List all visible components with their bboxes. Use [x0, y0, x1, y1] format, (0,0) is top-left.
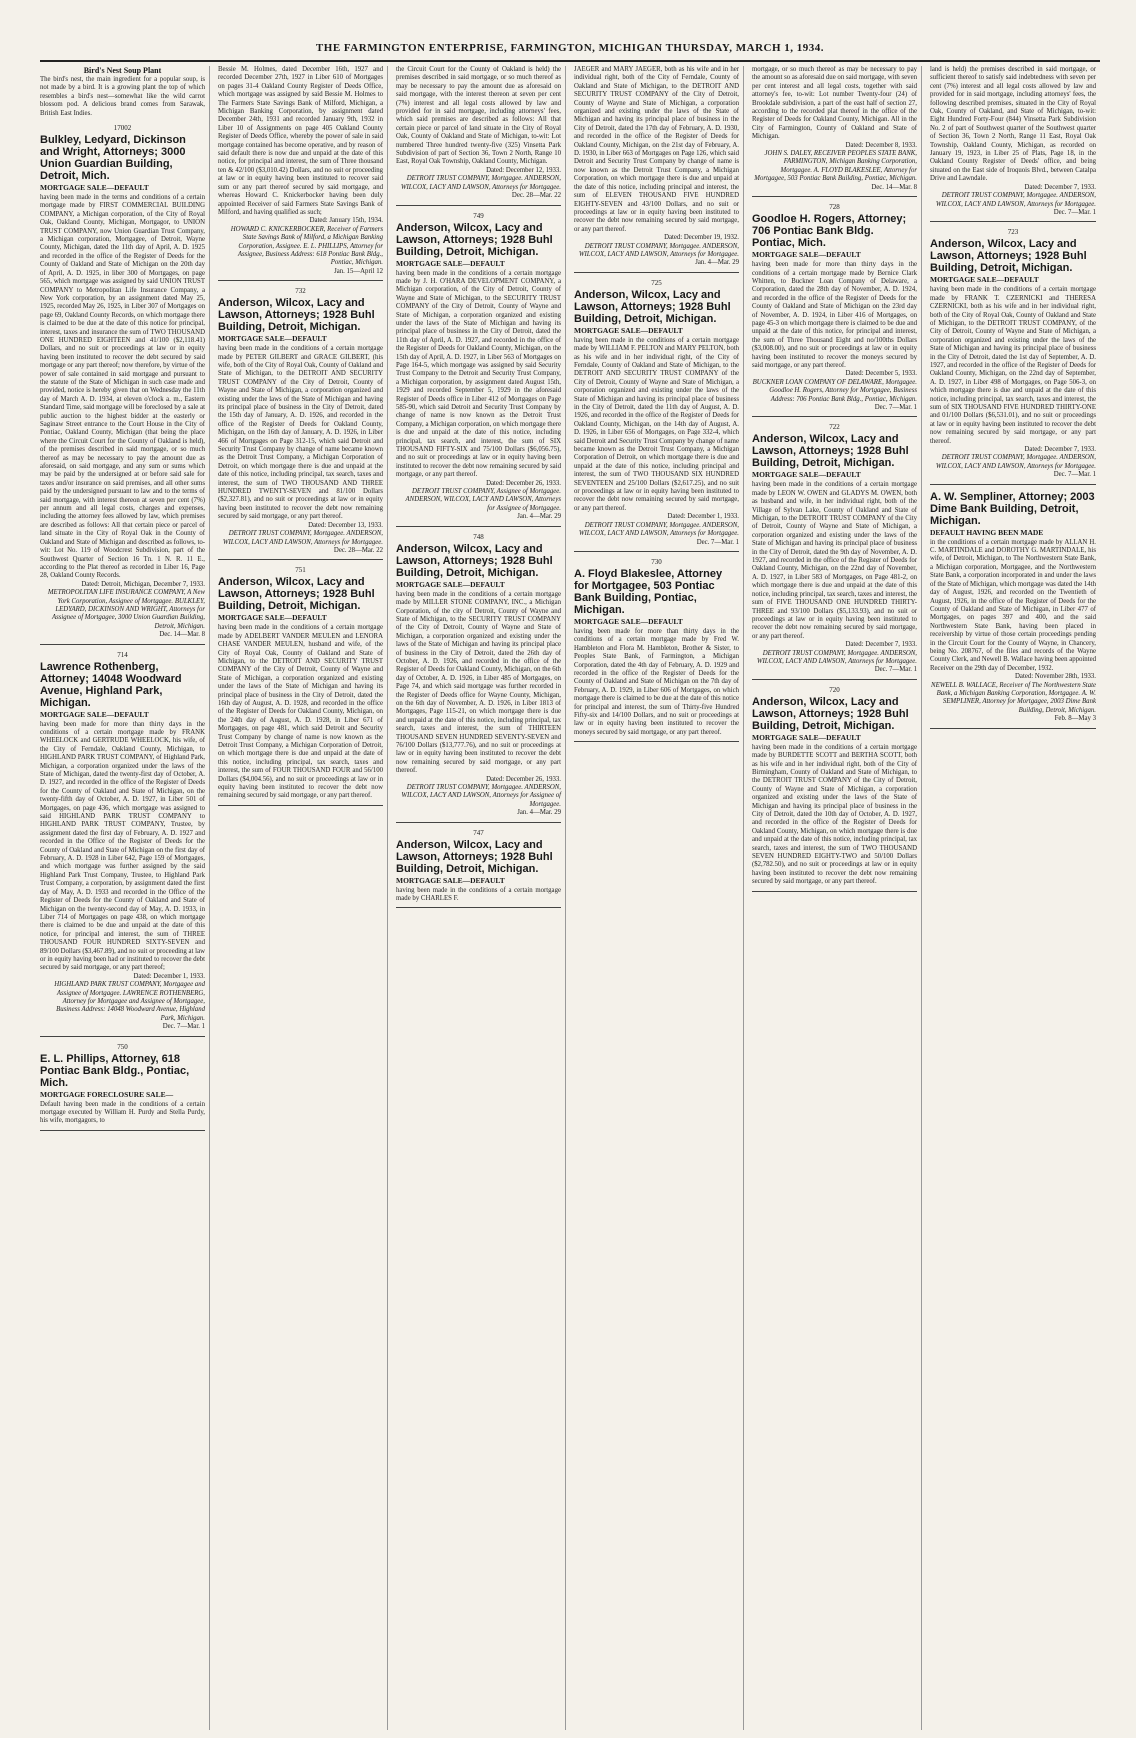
notice-heading: Anderson, Wilcox, Lacy and Lawson, Attorneys; 1928 Buhl Building, Detroit, Michigan.: [218, 297, 375, 334]
notice-body: land is held) the premises described in said mortgage, or sufficient thereof to satisfy said indebtedness with seven per cent (7%) interest and all legal costs allowed by law and provided for in said mortgage, including attorneys' fees, the following described premises, situated in the City of Royal Oak, County of Oakland, and State of Michigan, to-wit: Eight Hundred Forty-Four (844) Vinsetta Park Subdivision No. 2 of part of Southwest quarter of the Southwest quarter of Section 36, Town 2 North, Range 11 East, Royal Oak Township, Oakland County, Michigan, as recorded on January 19, 1923, in Liber 25 of Plats, Page 18, in the Oakland County Register of Deeds' office, and being situated on the East side of Iroquois Blvd., between Catalpa Drive and Lawndale.: [930, 66, 1096, 183]
notice-body: having been made in the conditions of a certain mortgage made by PETER GILBERT and GRACE GILBERT, (his wife, both of the City of Royal Oak, County of Oakland and State of Michigan, to the DETROIT AND SECURITY TRUST COMPANY of the City of Detroit, County of Wayne and State of Michigan, a corporation organized and existing under the laws of the State of Michigan and having its principal place of business in the City of Detroit, dated the 15th day of January, A. D. 1926, and recorded in the office of the Register of Deeds for Oakland County, Michigan, on the 16th day of January, A. D. 1926, in Liber 466 of Mortgages on Page 312-15, which said Detroit and Security Trust Company by change of name became known as the Detroit Trust Company, a Michigan Corporation of Detroit, on which mortgage there is due and unpaid at the date of this notice, including principal, tax search, taxes and interest, the sum of TWO THOUSAND AND THREE HUNDRED TWENTY-SEVEN and 81/100 Dollars ($2,327.81), and no suit or proceedings at law or in equity having been instituted to recover the debt now remaining secured by said mortgage, or any part thereof.: [218, 345, 383, 521]
legal-notice: [40, 124, 205, 645]
notice-divider: [396, 822, 561, 823]
notice-divider: [930, 728, 1096, 729]
notice-date: Dated: December 1, 1933.: [667, 513, 739, 521]
notice-heading: Anderson, Wilcox, Lacy and Lawson, Attorneys; 1928 Buhl Building, Detroit, Michigan.: [930, 238, 1087, 275]
notice-signature: DETROIT TRUST COMPANY, Assignee of Mortgagee. ANDERSON, WILCOX, LACY AND LAWSON, Attorneys for Assignee of Mortgagee.: [405, 488, 561, 512]
notice-body: the Circuit Court for the County of Oakland is held) the premises described in said mortgage, or so much thereof as may be necessary to pay the amount due as aforesaid on said mortgage, with the interest thereon at seven per cent (7%) interest and all legal costs allowed by law and provided for in said mortgage, including attorneys' fees, which said premises are described as follows: All that certain piece or parcel of land situate in the City of Royal Oak, County of Oakland and State of Michigan, to-wit: Lot numbered Three hundred twenty-five (325) Vinsetta Park Subdivision of part of Section 36, Town 2 North, Range 10 East, Royal Oak Township, Oakland County, Michigan.: [396, 66, 561, 166]
notice-signature: DETROIT TRUST COMPANY, Mortgagee. ANDERSON, WILCOX, LACY AND LAWSON, Attorneys for Mortgagee.: [578, 242, 739, 258]
legal-notice: [396, 533, 561, 823]
notice-number: 17002: [113, 124, 132, 133]
notice-heading: Bulkley, Ledyard, Dickinson and Wright, Attorneys; 3000 Union Guardian Building, Detroit, Mich.: [40, 134, 186, 183]
legal-notice: [930, 491, 1096, 729]
notice-signature: DETROIT TRUST COMPANY, Mortgagee. ANDERSON, WILCOX, LACY AND LAWSON, Attorneys for Mortgagee.: [400, 175, 561, 191]
legal-notice: [40, 1043, 205, 1131]
notice-body: having been made for more than thirty days in the conditions of a certain mortgage made by FRANK WHEELOCK and GERTRUDE WHEELOCK, his wife, of the City of Ferndale, Oakland County, Michigan, to HIGHLAND PARK TRUST COMPANY, of Highland Park, Michigan, a corporation organized under the laws of the State of Michigan, dated the twenty-first day of October, A. D. 1927, and recorded in the office of the Register of Deeds for the County of Oakland and State of Michigan, on the twenty-fifth day of October, A. D. 1927, in Liber 501 of Mortgages, on page 436, which mortgage was assigned to said HIGHLAND PARK TRUST COMPANY to HIGHLAND PARK TRUST COMPANY, Trustee, by assignment dated the first day of February, A. D. 1927 and recorded in the Office of the Register of Deeds for the County of Oakland and State of Michigan on the first day of February, A. D. 1928 in Liber 642, Page 159 of Mortgages, and which mortgage was further assigned by the said Highland Park Trust Company, Trustee, to Highland Park Trust Company, a corporation, by assignment dated the first day of May, A. D. 1933 and recorded in the Office of the Register of Deeds for the County of Oakland and State of Michigan on the twenty-second day of May, A. D. 1933, in Liber 714 of Mortgages on page 438, on which mortgage there is claimed to be due and unpaid at the date of this notice, for principal and interest, the sum of THREE THOUSAND FOUR HUNDRED SIXTY-SEVEN and 89/100 Dollars ($3,467.89), and no suit or proceeding at law or in equity having been had or instituted to recover the debt secured by said mortgage, or any part thereof;: [40, 720, 205, 972]
notice-heading: Anderson, Wilcox, Lacy and Lawson, Attorneys; 1928 Buhl Building, Detroit, Michigan.: [218, 576, 375, 613]
notice-subheading: MORTGAGE SALE—DEFAULT: [218, 334, 327, 344]
notice-divider: [574, 551, 739, 552]
legal-notice: [574, 279, 739, 552]
notice-run-dates: Dec. 28—Mar. 22: [333, 546, 383, 554]
notice-signature: JOHN S. DALEY, RECEIVER PEOPLES STATE BANK, FARMINGTON, Michigan Banking Corporation, Mortgagee. A. FLOYD BLAKESLEE, Attorney for Mortgagee, 503 Pontiac Bank Building, Pontiac, Michigan.: [754, 150, 917, 183]
notice-divider: [752, 679, 917, 680]
notice-divider: [218, 280, 383, 281]
notice-number: 723: [1007, 228, 1019, 237]
notice-body: having been made for more than thirty days in the conditions of a certain mortgage made by Fred W. Hambleton and Flora M. Hambleton, Brother & Sister, to Peoples State Bank, of Farmington, a Michigan Corporation, dated the 4th day of February, A. D. 1929 and recorded in the office of the Register of Deeds for the County of Oakland and State of Michigan on the 7th day of February, A. D. 1929, in Liber 606 of Mortgages, on which mortgage there is claimed to be due at the date of this notice for principal and interest, the sum of Thirty-five Hundred Fifty-six and 14/100 Dollars, and no suit or proceedings at law or in equity having been instituted to recover the moneys secured by said mortgage, or any part thereof.: [574, 627, 739, 736]
notice-subheading: MORTGAGE SALE—DEFAULT: [752, 732, 861, 742]
notice-date: Dated: Detroit, Michigan, December 7, 1933.: [81, 580, 205, 588]
notice-number: 730: [651, 557, 662, 566]
notice-divider: [752, 196, 917, 197]
notice-run-dates: Dec. 7—Mar. 1: [162, 1023, 205, 1031]
notice-signature: HIGHLAND PARK TRUST COMPANY, Mortgagee and Assignee of Mortgagee. LAWRENCE ROTHENBERG, Attorney for Mortgagee and Assignee of Mortgagee, Business Address: 14048 Woodward Avenue, Highland Park, Michigan.: [54, 981, 205, 1022]
notice-divider: [752, 891, 917, 892]
column-1: [40, 66, 210, 1730]
legal-notice: [574, 66, 739, 273]
notice-heading: A. Floyd Blakeslee, Attorney for Mortgagee, 503 Pontiac Bank Building, Pontiac, Michigan.: [574, 567, 723, 616]
notice-subheading: DEFAULT HAVING BEEN MADE: [930, 527, 1044, 537]
notice-body: having been made in the terms and conditions of a certain mortgage made by FIRST COMMERCIAL BUILDING COMPANY, a Michigan corporation, of the City of Royal Oak, Oakland County, Michigan, Mortgagor, to UNION TRUST COMPANY, now Union Guardian Trust Company, a Michigan corporation, Mortgagee, of Detroit, Wayne County, Michigan, dated the 11th day of April, A. D. 1925 and recorded in the office of the Register of Deeds for the County of Oakland and State of Michigan on the 20th day of April, A. D. 1925, in liber 300 of Mortgages, on page 565, which mortgage was assigned by said UNION TRUST COMPANY to Metropolitan Life Insurance Company, a New York corporation, by an assignment dated May 25, 1925, recorded May 26, 1925, in Liber 307 of Mortgages on page 69, Oakland County Records, on which mortgage there is claimed to be due at the date of this notice for principal, interest, taxes and insurance the sum of TWO THOUSAND ONE HUNDRED EIGHTEEN and 41/100 ($2,118.41) Dollars, and no suit or proceedings at law or in equity having been instituted to recover the debt secured by said mortgage or any part thereof; now therefore, by virtue of the power of sale contained in said mortgage and pursuant to the statute of the State of Michigan in such case made and provided, notice is hereby given that on Wednesday the 11th day of March A. D. 1934, at eleven o'clock a. m., Eastern Standard Time, said mortgage will be foreclosed by a sale at public auction to the highest bidder at the easterly or Saginaw Street entrance to the Court House in the City of Pontiac, Oakland County, Michigan (that being the place where the Circuit Court for the County of Oakland is held), of the premises described in said mortgage, or so much thereof as may be necessary to pay the amount due as aforesaid, on said mortgage, and any sum or sums which may be paid by the undersigned at or before said sale for taxes and/or insurance on said premises, and all other sums paid by the undersigned pursuant to law and to the terms of said mortgage, with interest thereon at seven per cent (7%) per annum and all legal costs, charges and expenses, including the attorney fees allowed by law, which premises are described as follows: All that certain piece or parcel of land situate in the City of Royal Oak in the County of Oakland and State of Michigan and described as follows, to-wit: Lot No. 119 of Woodcrest Subdivision, part of the Southwest Quarter of Section 16 Tn. 1 N. R. 11 E., according to the Plat thereof as recorded in Liber 16, Page 28, Oakland County Records.: [40, 194, 205, 580]
notice-subheading: MORTGAGE SALE—DEFAULT: [574, 325, 683, 335]
notice-subheading: MORTGAGE SALE—DEFAULT: [218, 613, 327, 623]
notice-date: Dated: December 7, 1933.: [1024, 183, 1096, 191]
notice-number: 720: [829, 685, 840, 694]
notice-body: having been made in the conditions of a certain mortgage made by FRANK T. CZERNICKI and THERESA CZERNICKI, both as his wife and in her individual right, both of the City of Royal Oak, County of Oakland and State of Michigan, to the DETROIT TRUST COMPANY, of the City of Detroit, County of Wayne and State of Michigan, a corporation organized and existing under the laws of the State of Michigan and having its principal place of business in the City of Detroit, dated the 1st day of September, A. D. 1927, and recorded in the office of the Register of Deeds for Oakland County, Michigan, on the 22nd day of September, A. D. 1927, in Liber 498 of Mortgages, on Page 506-3, on which mortgage there is due and unpaid at the date of this notice, including principal, tax search, taxes and interest, the sum of SIX THOUSAND FIVE HUNDRED THIRTY-ONE and 01/100 Dollars ($6,531.01), and no suit or proceedings at law or in equity having been instituted to recover the debt now remaining secured by said mortgage, or any part thereof.: [930, 286, 1096, 445]
notice-signature: METROPOLITAN LIFE INSURANCE COMPANY, A New York Corporation, Assignee of Mortgagee. BULKLEY, LEDYARD, DICKINSON AND WRIGHT, Attorneys for Assignee of Mortgagee, 3000 Union Guardian Building, Detroit, Michigan.: [47, 589, 205, 630]
notice-number: 747: [473, 828, 484, 837]
notice-body: having been made in the conditions of a certain mortgage made by WILLIAM F. PELTON and MARY PELTON, both as his wife and in her individual right, of the City of Ferndale, County of Oakland and State of Michigan, to the DETROIT AND SECURITY TRUST COMPANY of the City of Detroit, County of Wayne and State of Michigan, a corporation organized and existing under the laws of the State of Michigan and having its principal place of business in the City of Detroit, dated the 11th day of August, A. D. 1926, and recorded in the office of the Register of Deeds for Oakland County, Michigan, on the 14th day of August, A. D. 1926, in Liber 656 of Mortgages, on Page 332-4, which said Detroit and Security Trust Company by change of name became known as the Detroit Trust Company, a Michigan Corporation of Detroit, on which mortgage there is due and unpaid at the date of this notice, including principal and interest, the sum of TWO THOUSAND SIX HUNDRED SEVENTEEN and 25/100 Dollars ($2,617.25), and no suit or proceedings at law or in equity having been instituted to recover the debt now remaining secured by said mortgage, or any part thereof.: [574, 336, 739, 512]
notice-divider: [40, 1036, 205, 1037]
notice-divider: [396, 907, 561, 908]
legal-notice: [396, 829, 561, 909]
legal-notice: [396, 212, 561, 527]
notice-heading: E. L. Phillips, Attorney, 618 Pontiac Bank Bldg., Pontiac, Mich.: [40, 1052, 190, 1089]
notice-subheading: MORTGAGE SALE—DEFAULT: [40, 709, 149, 719]
legal-notice: [752, 423, 917, 679]
masthead: THE FARMINGTON ENTERPRISE, FARMINGTON, MICHIGAN THURSDAY, MARCH 1, 1934.: [40, 42, 1100, 62]
notice-date: Dated: November 28th, 1933.: [1015, 673, 1096, 681]
legal-notice: [752, 686, 917, 892]
notice-number: 751: [295, 566, 306, 575]
column-5: [752, 66, 922, 1730]
notice-body: having been made for more than thirty days in the conditions of a certain mortgage made by Bernice Clark Whitten, to Buckner Loan Company of Delaware, a Corporation, dated the 28th day of November, A. D. 1924, and recorded in the office of the Register of Deeds for the County of Oakland and State of Michigan on the 23rd day of November, A. D. 1924, in Liber 416 of Mortgages, on page 45-3 on which mortgage there is claimed to be due and unpaid at the date of this notice, for principal and interest, the sum of Three Thousand Eight and no/100ths Dollars ($3,008.00), and no suit or proceedings at law or in equity having been instituted to recover the moneys secured by said mortgage, or any part thereof.: [752, 261, 917, 369]
notice-body: Bessie M. Holmes, dated December 16th, 1927 and recorded December 27th, 1927 in Liber 610 of Mortgages on pages 31-4 Oakland County Register of Deeds Office, which mortgage was assigned by said Bessie M. Holmes to The Farmers State Savings Bank of Milford, Michigan, a Michigan Banking Corporation, by assignment dated December 24th, 1931 and recorded January 9th, 1932 in Liber 10 of Assignments on page 405 Oakland County Register of Deeds Office, whereby the power of sale in said mortgage contained has become operative, and by reason of said default there is now due and unpaid at the date of this notice, for principal and interest, the sum of Three thousand ten & 42/100 ($3,010.42) Dollars, and no suit or proceeding at law or in equity having been instituted to recover said sum or any part thereof secured by said mortgage, and whereas Howard C. Knickerbocker having been duly appointed Receiver of said Farmers State Savings Bank of Milford, and having qualified as such;: [218, 66, 383, 216]
legal-notice: [396, 66, 561, 206]
notice-signature: DETROIT TRUST COMPANY, Mortgagee. ANDERSON, WILCOX, LACY AND LAWSON, Attorneys for Mortgagee.: [935, 192, 1096, 208]
column-4: [574, 66, 744, 1730]
notice-run-dates: Dec. 7—Mar. 1: [1053, 208, 1096, 216]
notice-run-dates: Jan. 4—Mar. 29: [517, 513, 561, 521]
notice-run-dates: Jan. 15—April 12: [334, 267, 383, 275]
newspaper-page: [40, 66, 1100, 1730]
notice-body: having been made in the conditions of a certain mortgage made by LEON W. OWEN and GLADYS M. OWEN, both as husband and wife, in her individual right, both of the Village of Sylvan Lake, County of Oakland and State of Michigan, to the DETROIT TRUST COMPANY of the City of Detroit, County of Wayne and State of Michigan, a corporation organized and existing under the laws of the State of Michigan and having its principal place of business in the City of Detroit, dated the 9th day of November, A. D. 1927, and recorded in the office of the Register of Deeds for Oakland County, Michigan, on the 22nd day of November, A. D. 1927, in Liber 583 of Mortgages, on Page 481-2, on which mortgage there is due and unpaid at the date of this notice, including principal, tax search, taxes and interest, the sum of FIVE THOUSAND ONE HUNDRED THIRTY-THREE and 93/100 Dollars ($5,133.93), and no suit or proceedings at law or in equity having been instituted to recover the debt now remaining secured by said mortgage, or any part thereof.: [752, 481, 917, 640]
notice-signature: DETROIT TRUST COMPANY, Mortgagee. ANDERSON, WILCOX, LACY AND LAWSON, Attorneys for Mortgagee.: [935, 454, 1096, 470]
notice-divider: [752, 416, 917, 417]
feature-title: Bird's Nest Soup Plant: [83, 66, 162, 75]
notice-heading: Lawrence Rothenberg, Attorney; 14048 Woodward Avenue, Highland Park, Michigan.: [40, 660, 182, 709]
column-6: [930, 66, 1100, 1730]
notice-divider: [218, 559, 383, 560]
notice-subheading: MORTGAGE SALE—DEFAULT: [40, 183, 149, 193]
notice-number: 722: [829, 423, 840, 432]
notice-run-dates: Dec. 7—Mar. 1: [874, 404, 917, 411]
notice-signature: BUCKNER LOAN COMPANY OF DELAWARE, Mortgagee. Goodloe H. Rogers, Attorney for Mortgagee, Business Address: 706 Pontiac Bank Bldg., Pontiac, Michigan.: [752, 378, 917, 403]
notice-date: Dated: December 8, 1933.: [845, 141, 917, 149]
notice-subheading: MORTGAGE FORECLOSURE SALE—: [40, 1089, 174, 1099]
notice-body: having been made in the conditions of a certain mortgage made by ADELBERT VANDER MEULEN and LENORA CHASE VANDER MEULEN, husband and wife, of the City of Royal Oak, County of Oakland and State of Michigan, to the DETROIT AND SECURITY TRUST COMPANY of the City of Detroit, County of Wayne and State of Michigan, a corporation organized and existing under the laws of the State of Michigan and having its principal place of business in the City of Detroit, dated the 16th day of August, A. D. 1928, and recorded in the office of the Register of Deeds for Oakland County, Michigan, on the 24th day of August, A. D. 1928, in Liber 671 of Mortgages, on page 481, which said Detroit and Security Trust Company by change of name is now known as the Detroit Trust Company, a Michigan Corporation of Detroit, on which mortgage there is due and unpaid at the date of this notice, including principal, tax search, taxes and interest, the sum of FOUR THOUSAND FOUR and 56/100 Dollars ($4,004.56), and no suit or proceedings at law or in equity having been instituted to recover the debt now remaining secured by said mortgage, or any part thereof.: [218, 624, 383, 800]
legal-notice: [40, 651, 205, 1037]
notice-subheading: MORTGAGE SALE—DEFAULT: [930, 275, 1039, 285]
notice-run-dates: Feb. 8—May 3: [1054, 715, 1096, 723]
feature-article: [40, 66, 205, 118]
notice-heading: Anderson, Wilcox, Lacy and Lawson, Attorneys; 1928 Buhl Building, Detroit, Michigan.: [396, 838, 553, 875]
notice-run-dates: Jan. 4—Mar. 29: [695, 259, 739, 267]
notice-date: Dated: December 26, 1933.: [486, 775, 561, 783]
notice-body: mortgage, or so much thereof as may be necessary to pay the amount so as aforesaid due on said mortgage, with seven per cent interest and all legal costs, together with said attorney's fee, to-wit: Lot number Twenty-four (24) of Brookdale subdivision, a part of the east half of section 27, according to the recorded plat thereof in the office of the Register of Deeds for Oakland County, Michigan. All in the City of Farmington, County of Oakland and State of Michigan.: [752, 66, 917, 141]
column-grid: [40, 66, 1100, 1730]
notice-subheading: MORTGAGE SALE—DEFAULT: [396, 875, 505, 885]
legal-notice: [218, 66, 383, 281]
notice-number: 725: [651, 278, 662, 287]
notice-heading: Anderson, Wilcox, Lacy and Lawson, Attorneys; 1928 Buhl Building, Detroit, Michigan.: [396, 221, 553, 258]
notice-date: Dated: December 7, 1933.: [1024, 446, 1096, 454]
notice-heading: Goodloe H. Rogers, Attorney; 706 Pontiac Bank Bldg. Pontiac, Mich.: [752, 213, 907, 250]
notice-heading: Anderson, Wilcox, Lacy and Lawson, Attorneys; 1928 Buhl Building, Detroit, Michigan.: [574, 288, 731, 325]
notice-number: 714: [117, 650, 128, 659]
notice-divider: [574, 272, 739, 273]
column-2: [218, 66, 388, 1730]
notice-divider: [40, 1130, 205, 1131]
notice-heading: Anderson, Wilcox, Lacy and Lawson, Attorneys; 1928 Buhl Building, Detroit, Michigan.: [752, 695, 909, 732]
notice-signature: DETROIT TRUST COMPANY, Mortgagee. ANDERSON, WILCOX, LACY AND LAWSON, Attorneys for Mortgagee.: [578, 521, 739, 538]
legal-notice: [218, 566, 383, 806]
notice-divider: [574, 741, 739, 742]
notice-body: Default having been made in the conditions of a certain mortgage executed by William H. Purdy and Stella Purdy, his wife, mortgagors, to: [40, 1100, 205, 1125]
notice-signature: NEWELL B. WALLACE, Receiver of The Northwestern State Bank, a Michigan Banking Corporation, Mortgagee. A. W. SEMPLINER, Attorney for Mortgagee, 2003 Dime Bank Building, Detroit, Michigan.: [931, 681, 1096, 714]
notice-date: Dated: December 26, 1933.: [486, 479, 561, 487]
notice-number: 749: [473, 211, 484, 220]
notice-date: Dated: December 1, 1933.: [133, 972, 205, 980]
notice-run-dates: Dec. 14—Mar. 8: [871, 183, 917, 191]
notice-number: 750: [117, 1042, 128, 1051]
notice-date: Dated: December 7, 1933.: [845, 641, 917, 649]
notice-body: having been made in the conditions of a certain mortgage made by CHARLES F.: [396, 886, 561, 903]
notice-divider: [396, 526, 561, 527]
notice-divider: [930, 484, 1096, 485]
notice-subheading: MORTGAGE SALE—DEFAULT: [752, 470, 861, 480]
notice-body: having been made in the conditions of a certain mortgage made by J. H. O'HARA DEVELOPMENT COMPANY, a Michigan corporation, of the City of Detroit, County of Wayne and State of Michigan, to the SECURITY TRUST COMPANY of the City of Detroit, County of Wayne and State of Michigan, a corporation organized and existing under the laws of the State of Michigan and having its principal place of business in the City of Detroit, dated the 11th day of April, A. D. 1927, and recorded in the office of the Register of Deeds for Oakland County, Michigan, on the 15th day of April, A. D. 1927, in Liber 563 of Mortgages on Page 164-5, which mortgage was assigned by said Security Trust Company to the Detroit and Security Trust Company, a Michigan corporation, by assignment dated August 15th, 1929 and recorded September 5, 1929 in the aforesaid Register of Deeds office in Liber 412 of Mortgages on Page 585-90, which said Detroit and Security Trust Company by change of name is now known as the Detroit Trust Company, a Michigan corporation, on which mortgage there is due and unpaid at the date of this notice, including principal, tax search, and interest, the sum of SIX THOUSAND FIFTY-SIX and 75/100 Dollars ($6,056.75), and no suit or proceedings at law or in equity having been instituted to recover the debt now remaining secured by said mortgage, or any part thereof.: [396, 269, 561, 479]
notice-divider: [40, 644, 205, 645]
notice-body: JAEGER and MARY JAEGER, both as his wife and in her individual right, both of the City of Ferndale, County of Oakland and State of Michigan, to the DETROIT AND SECURITY TRUST COMPANY of the City of Detroit, County of Wayne and State of Michigan, a corporation organized and existing under the laws of the State of Michigan and having its principal place of business in the City of Detroit, dated the 17th day of February, A. D. 1930, and recorded in the office of the Register of Deeds for Oakland County, Michigan, on the 21st day of February, A. D. 1930, in Liber 663 of Mortgages on Page 126, which said Detroit and Security Trust Company by change of name is now known as the Detroit Trust Company, a Michigan Corporation, on which mortgage there is due and unpaid at the date of this notice, including principal and interest, the sum of ELEVEN THOUSAND FIVE HUNDRED EIGHTY-SEVEN and 43/100 Dollars, and no suit or proceedings at law or in equity having been instituted to recover the debt now remaining secured by said mortgage, or any part thereof.: [574, 66, 739, 233]
notice-signature: DETROIT TRUST COMPANY, Mortgagee. ANDERSON, WILCOX, LACY AND LAWSON, Attorneys for Mortgagee.: [222, 530, 383, 546]
notice-run-dates: Jan. 4—Mar. 29: [517, 809, 561, 817]
notice-run-dates: Dec. 28—Mar. 22: [511, 192, 561, 200]
notice-signature: HOWARD C. KNICKERBOCKER, Receiver of Farmers State Savings Bank of Milford, a Michigan Banking Corporation, Assignee. E. L. PHILLIPS, Attorney for Assignee, Business Address: 618 Pontiac Bank Bldg., Pontiac, Michigan.: [230, 225, 383, 267]
legal-notice: [752, 66, 917, 197]
notice-heading: Anderson, Wilcox, Lacy and Lawson, Attorneys; 1928 Buhl Building, Detroit, Michigan.: [396, 542, 553, 579]
notice-date: Dated: December 12, 1933.: [486, 166, 561, 174]
notice-date: Dated: January 15th, 1934.: [309, 217, 383, 225]
notice-run-dates: Dec. 14—Mar. 8: [159, 631, 205, 639]
notice-body: having been made in the conditions of a certain mortgage made by MILLER STONE COMPANY, INC., a Michigan Corporation, of the city of Detroit, County of Wayne and State of Michigan, to the SECURITY TRUST COMPANY of the City of Detroit, County of Wayne and State of Michigan, a corporation organized and existing under the laws of the State of Michigan and having its principal place of business in the City of Detroit, dated the 26th day of October, A. D. 1926, and recorded in the office of the Register of Deeds for Oakland County, Michigan, on the 6th day of October, A. D. 1926, in Liber 485 of Mortgages, on Page 74, and which said mortgage was further recorded in the Register of Deeds office for Wayne County, Michigan, on the 6th day of November, A. D. 1926, in Liber 1813 of Mortgages, Page 115-21, on which mortgage there is due and unpaid at the date of this notice, including principal, tax search, taxes and interest, the sum of THIRTEEN THOUSAND SEVEN HUNDRED SEVENTY-SEVEN and 76/100 Dollars ($13,777.76), and no suit or proceedings at law or in equity having been instituted to recover the debt now remaining secured by said mortgage, or any part thereof.: [396, 590, 561, 775]
notice-divider: [396, 205, 561, 206]
notice-heading: Anderson, Wilcox, Lacy and Lawson, Attorneys; 1928 Buhl Building, Detroit, Michigan.: [752, 433, 909, 470]
notice-divider: [930, 221, 1096, 222]
notice-subheading: MORTGAGE SALE—DEFAULT: [396, 258, 505, 268]
notice-run-dates: Dec. 7—Mar. 1: [874, 666, 917, 674]
notice-run-dates: Dec. 7—Mar. 1: [1053, 471, 1096, 479]
notice-number: 732: [295, 287, 306, 296]
legal-notice: [930, 228, 1096, 484]
notice-body: in the conditions of a certain mortgage made by ALLAN H. C. MARTINDALE and DOROTHY G. MARTINDALE, his wife, of Detroit, Michigan, to The Northwestern State Bank, a Michigan corporation, Mortgagee, and the Northwestern State Bank, a corporation incorporated in and under the laws of the State of Michigan, which mortgage was dated the 14th day of August, 1926, and recorded on the Twentieth of August, 1926, in the office of the Register of Deeds for the County of Oakland and State of Michigan, in Liber 477 of Mortgages, on pages 397 and 400, and the said Northwestern State Bank, having been placed in receivership by virtue of those certain proceedings pending in the Circuit Court for the County of Wayne, in Chancery, being No. 208767, of the files and records of the Wayne County Clerk, and Newell B. Wallace having been appointed Receiver on the 29th day of December, 1932.: [930, 538, 1096, 672]
notice-run-dates: Dec. 7—Mar. 1: [696, 538, 739, 546]
feature-body: The bird's nest, the main ingredient for a popular soup, is not made by a bird. It is a growing plant the top of which resembles a bird's nest—somewhat like the wild carrot blossom pod. A delicious brand comes from Sarawak, British East Indies.: [40, 76, 205, 117]
notice-signature: DETROIT TRUST COMPANY, Mortgagee. ANDERSON, WILCOX, LACY AND LAWSON, Attorneys for Assignee of Mortgagee.: [401, 784, 561, 808]
notice-heading: A. W. Sempliner, Attorney; 2003 Dime Bank Building, Detroit, Michigan.: [930, 490, 1095, 527]
legal-notice: [752, 203, 917, 417]
notice-number: 748: [473, 532, 484, 541]
notice-signature: DETROIT TRUST COMPANY, Mortgagee. ANDERSON, WILCOX, LACY AND LAWSON, Attorneys for Mortgagee.: [756, 649, 917, 665]
notice-number: 728: [829, 203, 840, 212]
notice-date: Dated: December 19, 1932.: [664, 234, 739, 242]
notice-body: having been made in the conditions of a certain mortgage made by BURDETTE SCOTT and BERTHA SCOTT, both as his wife and in her individual right, both of the City of Birmingham, County of Oakland and State of Michigan, to the DETROIT TRUST COMPANY of the City of Detroit, County of Wayne and State of Michigan, a corporation organized and existing under the laws of the State of Michigan and having its principal place of business in the City of Detroit, dated the 10th day of October, A. D. 1927, and recorded in the office of the Register of Deeds for Oakland County, Michigan, on which mortgage there is due and unpaid at the date of this notice, including principal, tax search, taxes and interest, the sum of TWO THOUSAND SEVEN HUNDRED EIGHTY-TWO and 50/100 Dollars ($2,782.50), and no suit or proceedings at law or in equity having been instituted to recover the debt now remaining secured by said mortgage, or any part thereof.: [752, 743, 917, 886]
legal-notice: [218, 287, 383, 560]
notice-subheading: MORTGAGE SALE—DEFAULT: [574, 616, 683, 626]
notice-subheading: MORTGAGE SALE—DEFAULT: [396, 579, 505, 589]
notice-date: Dated: December 13, 1933.: [308, 521, 383, 529]
legal-notice: [930, 66, 1096, 222]
notice-divider: [218, 805, 383, 806]
notice-date: Dated: December 5, 1933.: [845, 370, 917, 378]
notice-subheading: MORTGAGE SALE—DEFAULT: [752, 250, 861, 260]
column-3: [396, 66, 566, 1730]
legal-notice: [574, 558, 739, 742]
